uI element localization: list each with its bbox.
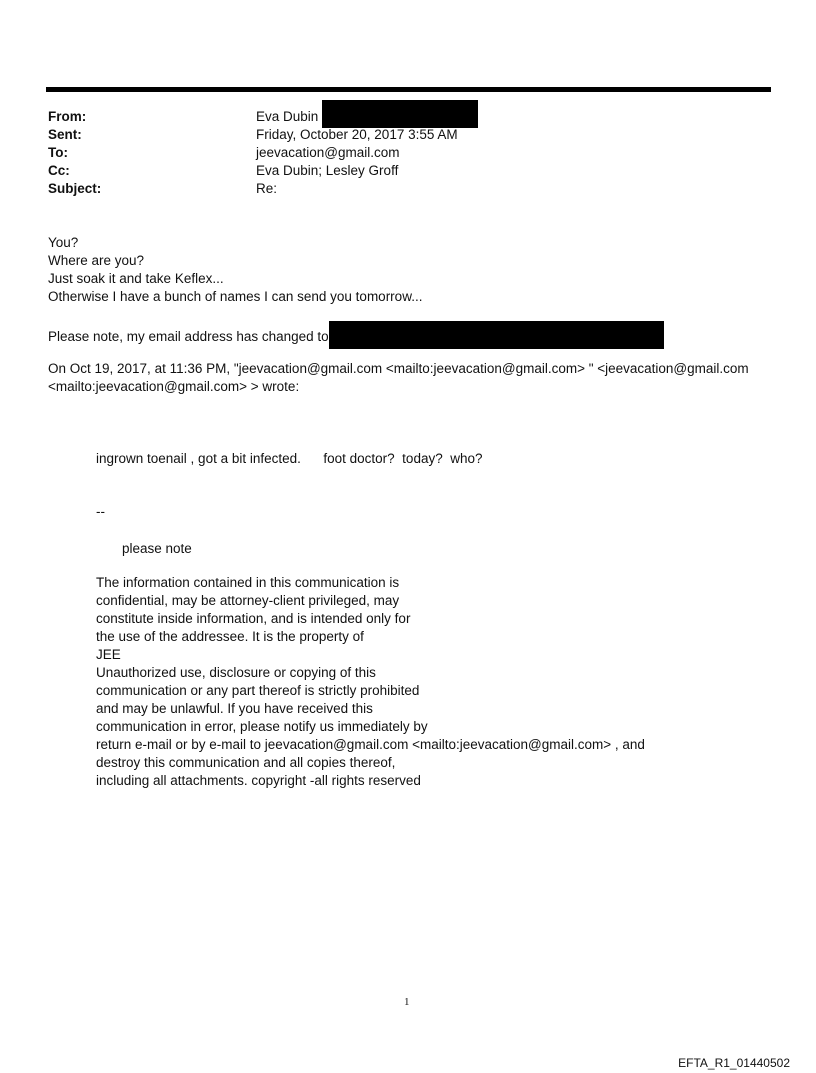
disclaimer-line: and may be unlawful. If you have received this: [96, 701, 373, 716]
body-line: Otherwise I have a bunch of names I can send you tomorrow...: [48, 289, 423, 304]
disclaimer-line: communication or any part thereof is strictly prohibited: [96, 683, 420, 698]
reply-intro-line: On Oct 19, 2017, at 11:36 PM, "jeevacation@gmail.com <mailto:jeevacation@gmail.com> " <jeevacation@gmail.com: [48, 361, 749, 376]
from-value: [256, 108, 478, 126]
disclaimer-line: confidential, may be attorney-client privileged, may: [96, 593, 400, 608]
disclaimer-line: destroy this communication and all copies thereof,: [96, 755, 396, 770]
sent-value: Friday, October 20, 2017 3:55 AM: [256, 127, 458, 142]
body-line: You?: [48, 235, 79, 250]
disclaimer-line: the use of the addressee. It is the property of: [96, 629, 364, 644]
from-row: [48, 108, 478, 126]
from-label: From:: [48, 109, 87, 124]
email-change-note: [48, 325, 664, 349]
redaction-box: [329, 321, 664, 349]
cc-row: [48, 162, 478, 180]
disclaimer-line: JEE: [96, 647, 121, 662]
document-id: EFTA_R1_01440502: [678, 1056, 790, 1070]
quoted-message-text: ingrown toenail , got a bit infected. foot doctor? today? who?: [96, 451, 483, 466]
disclaimer-block: [96, 574, 645, 790]
email-change-text: Please note, my email address has changed to: [48, 329, 329, 344]
please-note: please note: [122, 541, 192, 556]
to-value: jeevacation@gmail.com: [256, 145, 400, 160]
sent-row: [48, 126, 478, 144]
subject-row: [48, 180, 478, 198]
disclaimer-line: Unauthorized use, disclosure or copying of this: [96, 665, 376, 680]
header-rule: [46, 87, 771, 92]
quoted-message: [96, 450, 483, 468]
page-number: 1: [404, 996, 410, 1008]
disclaimer-line: The information contained in this communication is: [96, 575, 400, 590]
to-label: To:: [48, 145, 68, 160]
redaction-box: [322, 100, 478, 128]
body-line: Where are you?: [48, 253, 145, 268]
subject-value: Re:: [256, 181, 278, 196]
signature-separator: --: [96, 504, 105, 519]
from-name: Eva Dubin: [256, 109, 319, 124]
subject-label: Subject:: [48, 181, 102, 196]
disclaimer-line: including all attachments. copyright -all rights reserved: [96, 773, 421, 788]
to-row: [48, 144, 478, 162]
email-header: [48, 108, 478, 198]
disclaimer-line: constitute inside information, and is intended only for: [96, 611, 411, 626]
disclaimer-line: communication in error, please notify us immediately by: [96, 719, 428, 734]
disclaimer-line: return e-mail or by e-mail to jeevacation@gmail.com <mailto:jeevacation@gmail.com> , and: [96, 737, 645, 752]
body-line: Just soak it and take Keflex...: [48, 271, 224, 286]
reply-intro-line: <mailto:jeevacation@gmail.com> > wrote:: [48, 379, 300, 394]
cc-label: Cc:: [48, 163, 70, 178]
cc-value: Eva Dubin; Lesley Groff: [256, 163, 399, 178]
sent-label: Sent:: [48, 127, 82, 142]
